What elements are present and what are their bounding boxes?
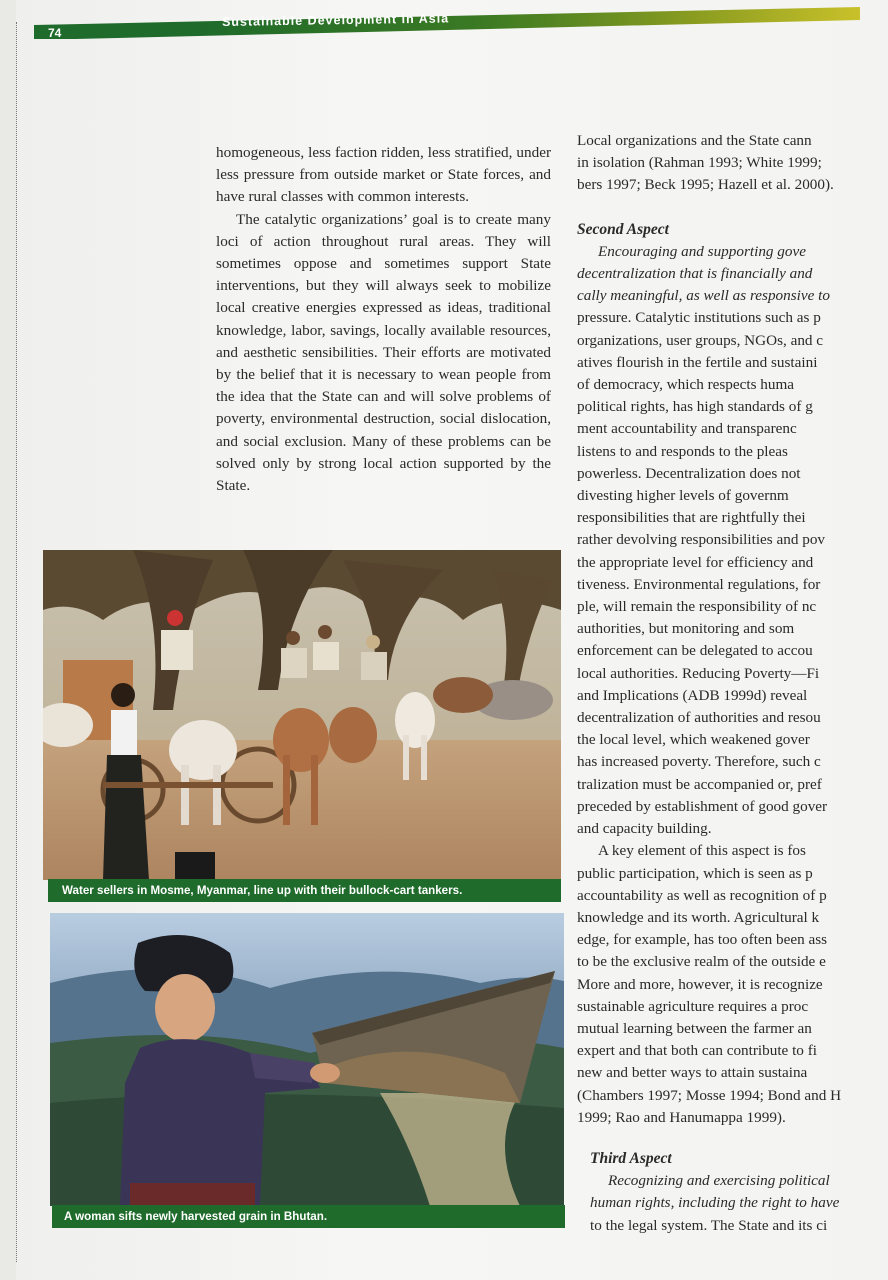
photo-caption: Water sellers in Mosme, Myanmar, line up with their bullock-cart tankers. [48,879,561,902]
text-line: More and more, however, it is recognize [577,975,823,993]
paragraph: The catalytic organizations’ goal is to create many loci of action throughout rural areas. They will sometimes oppose and sometimes support State interventions, but they will always seek to mobilize local creative energies expressed as ideas, traditional knowledge, labor, savings, locally available resources, and aesthetic sensibilities. Their efforts are motivated by the belief that it is necessary to wean people from the idea that the State can and will solve problems of poverty, environmental destruction, social dislocation, and social exclusion. Many of these problems can be solved only by strong local action supported by the State. [216,210,551,495]
text-line: Local organizations and the State cann [577,132,812,149]
text-line: new and better ways to attain sustaina [577,1064,808,1082]
text-line: listens to and responds to the pleas [577,442,788,460]
text-line: organizations, user groups, NGOs, and c [577,331,824,349]
text-line: 1999; Rao and Hanumappa 1999). [577,1108,786,1126]
text-line: pressure. Catalytic institutions such as p [577,309,821,327]
text-line: to be the exclusive realm of the outside e [577,953,826,971]
text-line: powerless. Decentralization does not [577,464,801,482]
text-line: mutual learning between the farmer an [577,1019,812,1037]
text-line: cally meaningful, as well as responsive to [577,287,830,305]
page-edge-dotted-line [16,22,17,1262]
text-line: atives flourish in the fertile and sustaini [577,353,818,371]
text-line: responsibilities that are rightfully thei [577,509,806,527]
page-number: 74 [48,26,62,40]
text-line: to the legal system. The State and its ci [590,1216,828,1234]
text-line: in isolation (Rahman 1993; White 1999; [577,154,822,172]
text-line: of democracy, which respects huma [577,376,795,394]
text-line: enforcement can be delegated to accou [577,642,813,660]
text-line: knowledge and its worth. Agricultural k [577,908,820,926]
text-line: has increased poverty. Therefore, such c [577,753,821,771]
text-line: preceded by establishment of good gover [577,797,828,815]
text-line: and capacity building. [577,820,712,838]
text-line: human rights, including the right to have [590,1194,840,1212]
text-line: (Chambers 1997; Mosse 1994; Bond and H [577,1086,842,1104]
text-line: authorities, but monitoring and som [577,620,795,638]
section-heading: Third Aspect [590,1150,672,1167]
photo-caption: A woman sifts newly harvested grain in Bhutan. [52,1205,565,1228]
photo-water-sellers [43,550,561,880]
right-text-column [577,130,888,1129]
text-line: Recognizing and exercising political [608,1172,830,1190]
text-line: political rights, has high standards of g [577,398,813,416]
text-line: edge, for example, has too often been ass [577,931,828,949]
paragraph: homogeneous, less faction ridden, less stratified, under less pressure from outside market or State forces, and have rural classes with common interests. [216,144,551,206]
text-line: sustainable agriculture requires a proc [577,997,809,1015]
text-line: tralization must be accompanied or, pref [577,775,822,793]
text-line: rather devolving responsibilities and pov [577,531,826,549]
text-line: decentralization of authorities and resou [577,709,821,727]
text-line: tiveness. Environmental regulations, for [577,575,821,593]
text-line: public participation, which is seen as p [577,864,813,882]
text-line: A key element of this aspect is fos [598,842,806,860]
third-aspect-block [590,1148,888,1237]
text-line: divesting higher levels of governm [577,487,789,505]
text-line: accountability as well as recognition of p [577,886,827,904]
text-line: Encouraging and supporting gove [598,242,806,260]
text-line: and Implications (ADB 1999d) reveal [577,686,808,704]
text-line: local authorities. Reducing Poverty—Fi [577,664,820,682]
text-line: ment accountability and transparenc [577,420,797,438]
running-title: Sustainable Development in Asia [221,11,450,29]
text-line: the appropriate level for efficiency and [577,553,814,571]
section-heading: Second Aspect [577,220,669,238]
text-line: expert and that both can contribute to fi [577,1042,817,1060]
left-text-column [216,142,551,497]
text-line: the local level, which weakened gover [577,731,810,749]
photo-grain-sifting [50,913,564,1206]
text-line: ple, will remain the responsibility of nc [577,598,817,616]
text-line: bers 1997; Beck 1995; Hazell et al. 2000). [577,176,834,194]
text-line: decentralization that is financially and [577,265,813,283]
